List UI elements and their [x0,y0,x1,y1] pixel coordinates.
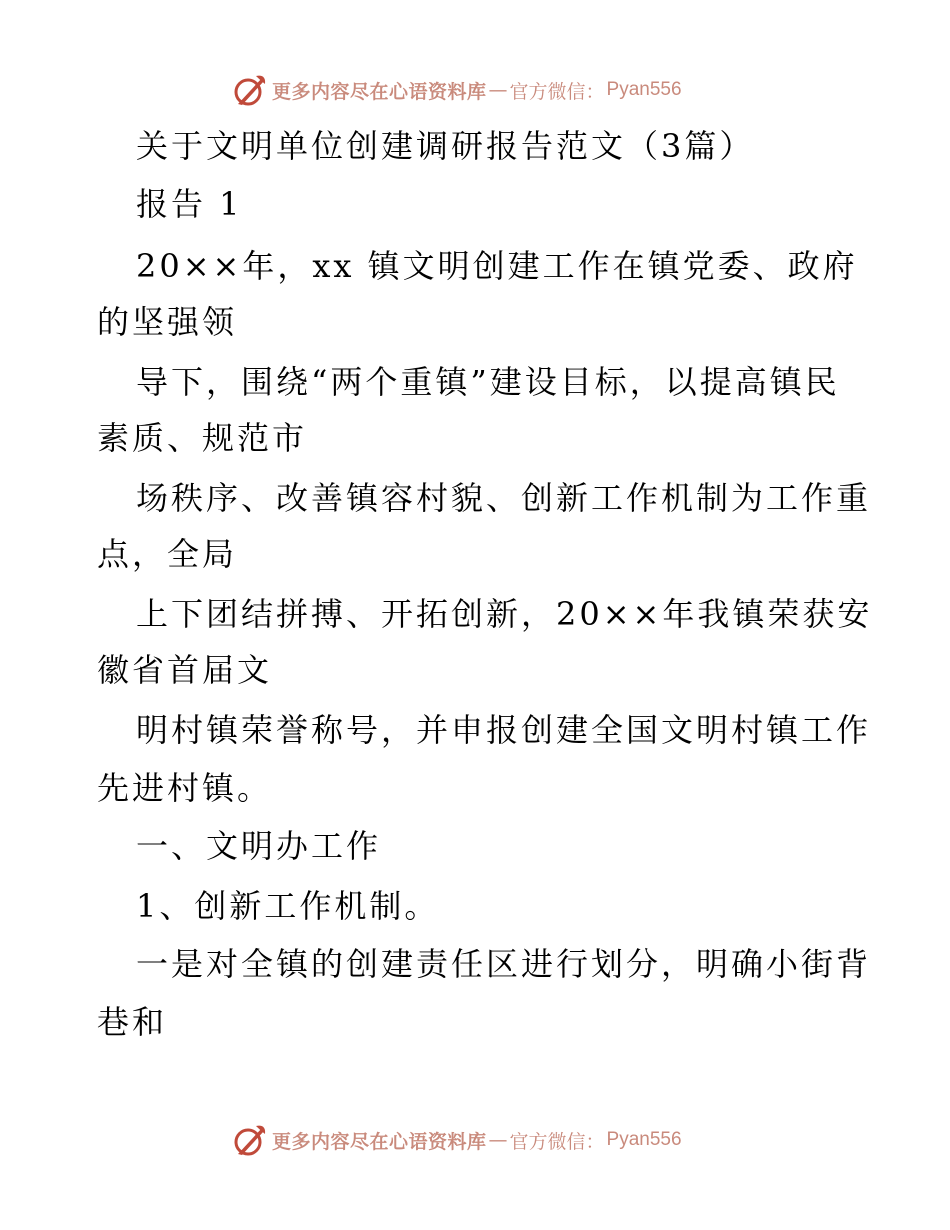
report-label: 报告 1 [136,185,243,223]
watermark-text: 更多内容尽在心语资料库 [272,80,487,103]
paragraph-line: 导下，围绕“两个重镇”建设目标，以提高镇民 [136,363,840,401]
paragraph-line: 徽省首届文 [97,651,273,689]
paragraph-line: 上下团结拼搏、开拓创新，20××年我镇荣获安 [136,595,873,633]
paragraph-line: 先进村镇。 [97,769,273,807]
section-heading: 一、文明办工作 [136,827,382,865]
paragraph-line: 的坚强领 [97,303,238,341]
watermark-dash: — [488,1129,508,1151]
document-title: 关于文明单位创建调研报告范文（3篇） [136,127,755,165]
paragraph-line: 明村镇荣誉称号，并申报创建全国文明村镇工作 [136,711,872,749]
paragraph-line: 巷和 [97,1003,168,1041]
paragraph-line: 素质、规范市 [97,419,308,457]
watermark-text: 更多内容尽在心语资料库 [272,1130,487,1153]
footer-watermark [232,1120,732,1160]
subsection-heading: 1、创新工作机制。 [136,887,440,925]
paragraph-line: 20××年，xx 镇文明创建工作在镇党委、政府 [136,247,858,285]
watermark-wechat-id: Pyan556 [606,79,682,100]
watermark-dash: — [488,79,508,101]
quill-pen-circle-icon [232,72,268,108]
header-watermark [232,70,732,110]
paragraph-line: 一是对全镇的创建责任区进行划分，明确小街背 [136,945,872,983]
paragraph-line: 场秩序、改善镇容村貌、创新工作机制为工作重 [136,479,872,517]
watermark-wechat-label: 官方微信： [509,80,605,103]
paragraph-line: 点，全局 [97,535,238,573]
watermark-wechat-id: Pyan556 [606,1129,682,1150]
watermark-wechat-label: 官方微信： [509,1130,605,1153]
quill-pen-circle-icon [232,1122,268,1158]
